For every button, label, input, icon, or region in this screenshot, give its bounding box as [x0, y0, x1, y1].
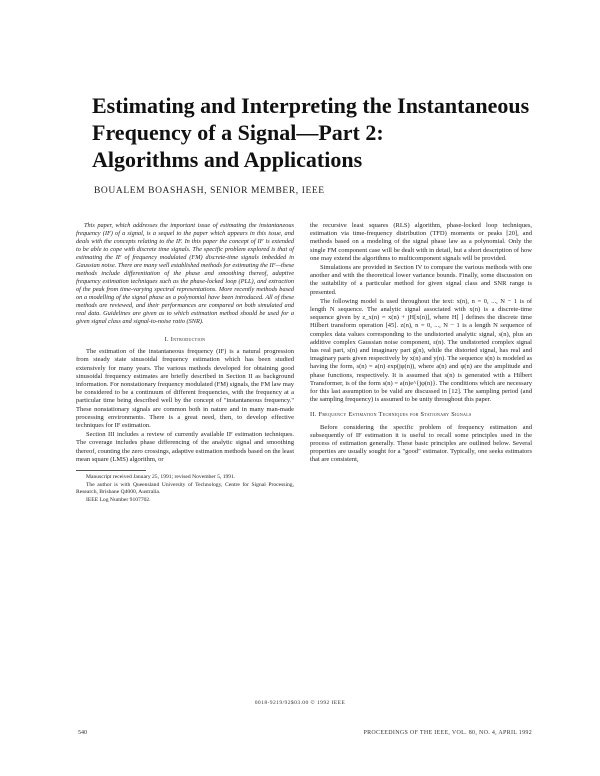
title-line-2: Frequency of a Signal—Part 2:: [92, 120, 384, 145]
title-line-3: Algorithms and Applications: [92, 147, 363, 172]
footnote-affiliation: The author is with Queensland University of Technology, Centre for Signal Processing, Research, Brisbane Q4000, Australia.: [76, 482, 294, 496]
intro-heading: I. Introduction: [164, 336, 206, 343]
author-line: BOUALEM BOASHASH, SENIOR MEMBER, IEEE: [94, 186, 325, 196]
section-2-heading: II. Frequency Estimation Techniques for Stationary Signals: [310, 411, 472, 419]
left-column: [76, 222, 294, 505]
footnote-log-number: IEEE Log Number 9107702.: [86, 497, 151, 504]
journal-citation: PROCEEDINGS OF THE IEEE, VOL. 80, NO. 4, APRIL 1992: [363, 730, 532, 736]
intro-paragraph-1: The estimation of the instantaneous frequency (IF) is a natural progression from steady state sinusoidal frequency estimation which has been studied extensively for many years. The various methods developed for obtaining good sinusoidal frequency estimates are briefly described in Section II as background information. For nonstationary frequency modulated (FM) signals, the FM law may be considered to be a continuum of different frequencies, with the frequency at a particular time being described well by the concept of "instantaneous frequency." These nonstationary signals are common both in nature and in many man-made processing environments. There is a great need, then, to develop effective techniques for IF estimation.: [76, 348, 294, 430]
right-paragraph-1: the recursive least squares (RLS) algorithm, phase-locked loop techniques, estimation via time-frequency distribution (TFD) moments or peaks [20], and methods based on a modeling of the signal phase law as a polynomial. Only the single FM component case will be dealt with in detail, but a short description of how one may extend the algorithms to multicomponent signals will be provided.: [310, 222, 532, 262]
page-number: 540: [78, 730, 87, 736]
abstract-text: This paper, which addresses the important issue of estimating the instantaneous frequency (IF) of a signal, is a sequel to the paper which appears in this issue, and deals with the concepts relating to the IF. In this paper the concept of IF is extended to be able to cope with discrete time signals. The specific problem explored is that of estimating the IF of frequency modulated (FM) discrete-time signals imbedded in Gaussian noise. There are many well established methods for estimating the IF—these methods include differentiation of the phase and smoothing thereof, adaptive frequency estimation techniques such as the phase-locked loop (PLL), and extraction of the peak from time-varying spectral representations. More recently methods based on a modelling of the signal phase as a polynomial have been introduced. All of these methods are reviewed, and their performances are compared on both simulated and real data. Guidelines are given as to which estimation method should be used for a given signal class and signal-to-noise ratio (SNR).: [76, 222, 294, 325]
right-paragraph-2: Simulations are provided in Section IV to compare the various methods with one another and with the theoretical lower variance bounds. Finally, some discussion on the suitability of a particular method for given signal class and SNR range is presented.: [310, 264, 532, 296]
footnote-received: Manuscript received January 25, 1991; revised November 5, 1991.: [86, 474, 236, 481]
intro-paragraph-2: Section III includes a review of currently available IF estimation techniques. The coverage includes phase differencing of the analytic signal and smoothing thereof, counting the zero crossings, adaptive estimation methods based on the least mean square (LMS) algorithm, or: [76, 431, 294, 463]
right-column: [310, 222, 532, 466]
footnote-rule: [76, 470, 146, 471]
abstract: [76, 222, 294, 326]
right-paragraph-3: The following model is used throughout the text: x(n), n = 0, ..., N − 1 is of length N sequence. The analytic signal associated with x(n) is a discrete-time sequence given by z_x(n) = x(n) + jH[x(n)], where H[ ] defines the discrete time Hilbert transform operation [45]. z(n), n = 0, ..., N − 1 is a length N sequence of complex data values corresponding to the undistorted analytic signal, s(n), plus an additive complex Gaussian noise component, ε(n). The undistorted complex signal has real part, s(n) and imaginary part g(n), while the distorted signal, has real and imaginary parts given respectively by x(n) and y(n). The sequence s(n) is modeled as having the form, s(n) = a(n) exp(jφ(n)), where a(n) and φ(n) are the amplitude and phase functions, respectively. It is assumed that s(n) is generated with a Hilbert Transformer, is of the form s(n) = a(n)e^{jφ(n)}. The conditions which are necessary for this last assumption to be valid are discussed in [12]. The sampling period (and the sampling frequency) is assumed to be unity throughout this paper.: [310, 297, 532, 404]
title-line-1: Estimating and Interpreting the Instantaneous: [92, 93, 530, 118]
paper-title: [92, 92, 532, 173]
right-paragraph-4: Before considering the specific problem of frequency estimation and subsequently of IF estimation it is useful to recall some principles used in the process of estimation generally. These basic principles are outlined below. Several properties are usually sought for a "good" estimator. Typically, one seeks estimators that are consistent,: [310, 423, 532, 464]
copyright-line: 0018-9219/92$03.00 © 1992 IEEE: [254, 700, 346, 706]
